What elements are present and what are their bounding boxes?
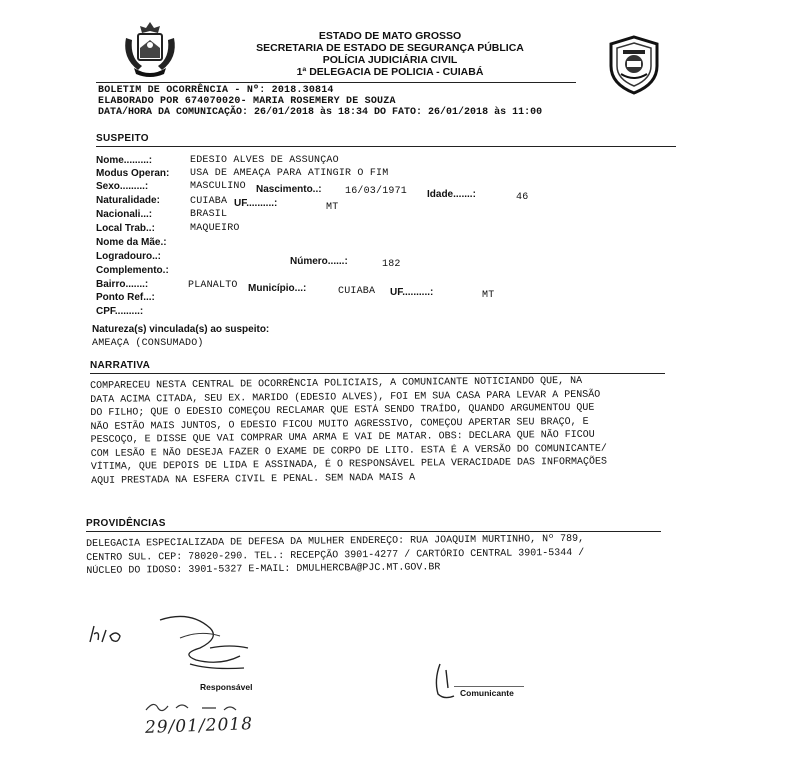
narrativa-title: NARRATIVA <box>90 360 151 371</box>
data-hora: DATA/HORA DA COMUNICAÇÃO: 26/01/2018 às 18:34 DO FATO: 26/01/2018 às 11:00 <box>98 107 543 118</box>
nacionalidade-value: BRASIL <box>190 209 228 220</box>
police-badge-icon <box>605 34 663 96</box>
top-rule <box>96 82 576 83</box>
numero-value: 182 <box>382 259 401 270</box>
providencias-title: PROVIDÊNCIAS <box>86 518 166 529</box>
nome-value: EDESIO ALVES DE ASSUNÇAO <box>190 155 339 166</box>
nome-mae-label: Nome da Mãe.: <box>96 237 167 248</box>
nacionalidade-label: Nacionali...: <box>96 209 153 220</box>
uf-value: MT <box>326 202 339 213</box>
suspeito-title: SUSPEITO <box>96 133 149 144</box>
natureza-value: AMEAÇA (CONSUMADO) <box>92 338 204 349</box>
providencias-line: NÚCLEO DO IDOSO: 3901-5327 E-MAIL: DMULHERCBA@PJC.MT.GOV.BR <box>86 562 441 577</box>
providencias-text <box>86 532 661 579</box>
narrativa-line: DO FILHO; QUE O EDESIO COMEÇOU RECLAMAR QUE ESTÁ SENDO TRAÍDO, QUANDO ARGUMENTOU QUE <box>90 402 595 419</box>
narrativa-line: PESCOÇO, E DISSE QUE VAI COMPRAR UMA ARMA E VAI DE MATAR. OBS: DECLARA QUE NÃO FICOU <box>90 429 595 446</box>
nascimento-value: 16/03/1971 <box>345 186 408 197</box>
narrativa-line: AQUI PRESTADA NA ESFERA CIVIL E PENAL. SEM NADA MAIS A <box>91 472 416 487</box>
narrativa-line: NÃO ESTÃO MAIS JUNTOS, O EDESIO FICOU MUITO AGRESSIVO, COMEÇOU APERTAR SEU BRAÇO, E <box>90 416 589 433</box>
narrativa-line: VÍTIMA, QUE DEPOIS DE LIDA E ASSINADA, É O RESPONSÁVEL PELA VERACIDADE DAS INFORMAÇÕES <box>90 456 608 473</box>
municipio-value: CUIABA <box>338 286 376 297</box>
numero-label: Número......: <box>290 256 348 267</box>
uf2-label: UF..........: <box>390 287 434 298</box>
providencias-line: CENTRO SUL. CEP: 78020-290. TEL.: RECEPÇÃO 3901-4277 / CARTÓRIO CENTRAL 3901-5344 / <box>86 547 585 564</box>
complemento-label: Complemento.: <box>96 265 169 276</box>
narrativa-text <box>90 374 661 488</box>
ponto-ref-label: Ponto Ref...: <box>96 292 155 303</box>
logradouro-label: Logradouro..: <box>96 251 161 262</box>
handwritten-scribble-icon <box>140 696 250 716</box>
nome-label: Nome.........: <box>96 155 153 166</box>
boletim-number: BOLETIM DE OCORRÊNCIA - Nº: 2018.30814 <box>98 85 334 96</box>
comunicante-label: Comunicante <box>460 688 514 698</box>
state-name: ESTADO DE MATO GROSSO <box>318 30 462 42</box>
bairro-label: Bairro.......: <box>96 279 149 290</box>
delegacia-name: 1ª DELEGACIA DE POLICIA - CUIABÁ <box>296 66 484 78</box>
uf-label: UF..........: <box>234 198 278 209</box>
municipio-label: Município...: <box>248 283 307 294</box>
police-name: POLÍCIA JUDICIÁRIA CIVIL <box>322 54 458 66</box>
uf2-value: MT <box>482 290 495 301</box>
state-coat-of-arms-icon <box>120 18 180 80</box>
comunicante-line <box>454 686 524 687</box>
handwritten-date: 29/01/2018 <box>144 714 254 738</box>
idade-value: 46 <box>516 192 529 203</box>
narrativa-line: COM LESÃO E NÃO DESEJA FAZER O EXAME DE CORPO DE LITO. ESTA É A VERSÃO DO COMUNICANTE/ <box>90 443 607 460</box>
comunicante-signature-icon <box>428 660 464 702</box>
nascimento-label: Nascimento..: <box>256 184 322 195</box>
handwritten-initials-icon <box>86 622 126 648</box>
bairro-value: PLANALTO <box>188 280 238 291</box>
providencias-line: DELEGACIA ESPECIALIZADA DE DEFESA DA MULHER ENDEREÇO: RUA JOAQUIM MURTINHO, Nº 789, <box>86 533 585 550</box>
local-trab-label: Local Trab..: <box>96 223 155 234</box>
responsavel-signature-icon <box>150 608 260 688</box>
naturalidade-value: CUIABA <box>190 196 228 207</box>
elaborado-por: ELABORADO POR 674070020- MARIA ROSEMERY DE SOUZA <box>98 96 396 107</box>
secretariat-name: SECRETARIA DE ESTADO DE SEGURANÇA PÚBLICA <box>256 42 524 54</box>
sexo-label: Sexo.........: <box>96 181 149 192</box>
naturalidade-label: Naturalidade: <box>96 195 160 206</box>
natureza-label: Natureza(s) vinculada(s) ao suspeito: <box>92 324 270 335</box>
idade-label: Idade.......: <box>427 189 476 200</box>
responsavel-label: Responsável <box>200 682 253 692</box>
modus-label: Modus Operan: <box>96 168 170 179</box>
narrativa-line: COMPARECEU NESTA CENTRAL DE OCORRÊNCIA POLICIAIS, A COMUNICANTE NOTICIANDO QUE, NA <box>90 375 583 392</box>
local-trab-value: MAQUEIRO <box>190 223 240 234</box>
suspeito-rule <box>96 146 676 147</box>
narrativa-line: DATA ACIMA CITADA, SEU EX. MARIDO (EDESIO ALVES), FOI EM SUA CASA PARA LEVAR A PENSÃO <box>90 389 601 406</box>
narrativa-rule <box>90 373 665 374</box>
providencias-rule <box>86 531 661 532</box>
cpf-label: CPF.........: <box>96 306 144 317</box>
sexo-value: MASCULINO <box>190 181 246 192</box>
modus-value: USA DE AMEAÇA PARA ATINGIR O FIM <box>190 168 389 179</box>
